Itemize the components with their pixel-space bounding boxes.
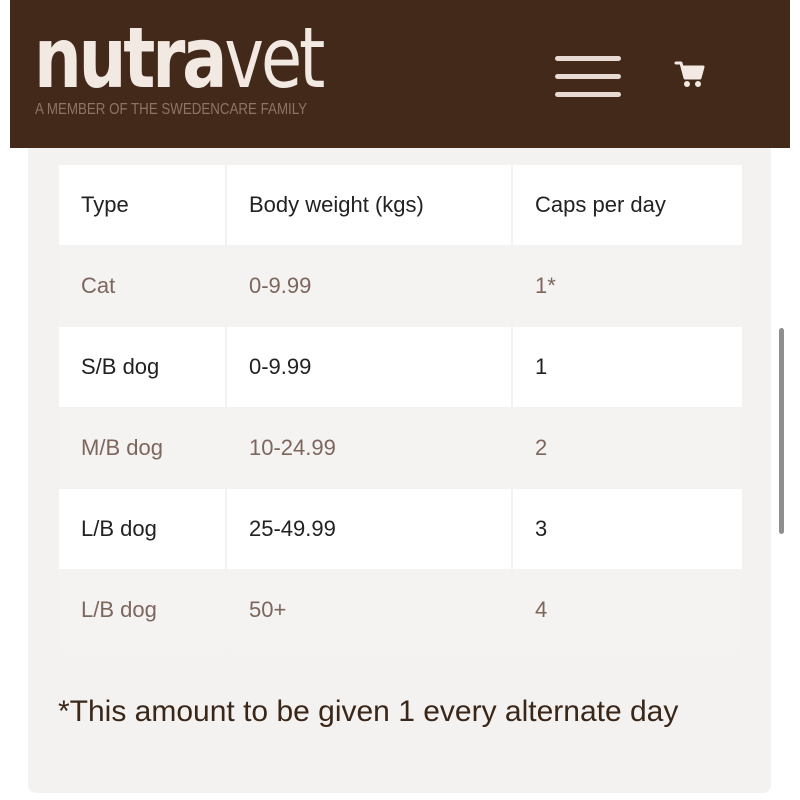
- logo-tagline: A MEMBER OF THE SWEDENCARE FAMILY: [35, 101, 308, 118]
- cell-weight: 0-9.99: [227, 246, 511, 326]
- cell-type: L/B dog: [59, 489, 225, 569]
- hamburger-menu-icon: [555, 56, 621, 61]
- hamburger-menu-button[interactable]: [555, 56, 621, 102]
- table-header-row: [59, 165, 742, 245]
- dosage-footnote: *This amount to be given 1 every alternate day: [58, 695, 679, 728]
- cell-caps: 3: [513, 489, 742, 569]
- cell-type: S/B dog: [59, 327, 225, 407]
- table-row: [59, 327, 742, 407]
- cell-weight: 25-49.99: [227, 489, 511, 569]
- cell-caps: 1*: [513, 246, 742, 326]
- cell-type: Cat: [59, 246, 225, 326]
- cell-caps: 4: [513, 570, 742, 650]
- cart-button[interactable]: [673, 58, 709, 92]
- cell-caps: 2: [513, 408, 742, 488]
- cell-type: M/B dog: [59, 408, 225, 488]
- table-row: [59, 489, 742, 569]
- site-header: [10, 0, 790, 148]
- logo-text-light: vet: [224, 9, 323, 107]
- hamburger-line: [555, 74, 621, 79]
- cell-weight: 10-24.99: [227, 408, 511, 488]
- header-cell-caps: Caps per day: [513, 165, 742, 245]
- table-row: [59, 246, 742, 326]
- hamburger-line: [555, 92, 621, 97]
- nutravet-logo[interactable]: [34, 8, 322, 108]
- cell-weight: 50+: [227, 570, 511, 650]
- header-cell-type: Type: [59, 165, 225, 245]
- scrollbar-thumb[interactable]: [779, 328, 784, 534]
- shopping-cart-icon: [673, 58, 709, 92]
- table-row: [59, 570, 742, 650]
- table-row: [59, 408, 742, 488]
- cell-type: L/B dog: [59, 570, 225, 650]
- header-cell-body-weight: Body weight (kgs): [227, 165, 511, 245]
- logo-text-bold: nutra: [34, 9, 225, 107]
- cell-caps: 1: [513, 327, 742, 407]
- cell-weight: 0-9.99: [227, 327, 511, 407]
